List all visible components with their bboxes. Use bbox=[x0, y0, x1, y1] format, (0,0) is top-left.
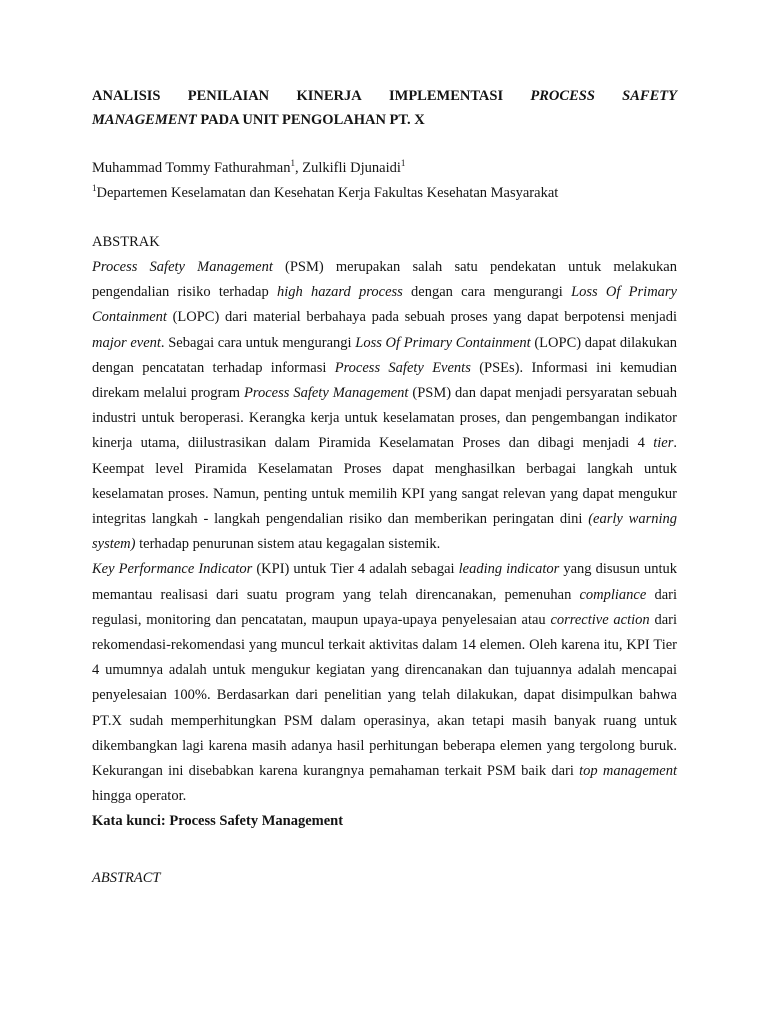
italic-text-run: Loss Of Primary Containment bbox=[92, 284, 677, 326]
text-run: (PSM) dan dapat menjadi persyaratan sebuah industri untuk beroperasi. Kerangka kerja untuk keselamatan proses, dan pengembangan indikator kinerja utama, diilustrasikan dalam Piramida Keselamatan Proses dan dibagi menjadi 4 bbox=[92, 385, 677, 452]
title-line-1 bbox=[92, 84, 677, 108]
text-run: (KPI) untuk Tier 4 adalah sebagai bbox=[252, 561, 459, 578]
affiliation bbox=[92, 180, 677, 206]
abstrak-heading: ABSTRAK bbox=[92, 234, 160, 250]
italic-text-run: top management bbox=[579, 763, 677, 780]
title-word: PENILAIAN bbox=[187, 88, 270, 104]
text-run: (LOPC) dapat dilakukan dengan pencatatan terhadap informasi bbox=[92, 334, 678, 376]
text-run: yang disusun untuk memantau realisasi dari suatu program yang telah direncanakan, pemenuhan bbox=[92, 561, 677, 603]
italic-text-run: leading indicator bbox=[458, 561, 560, 578]
keywords: Kata kunci: Process Safety Management bbox=[92, 813, 344, 830]
text-run: terhadap penurunan sistem atau kegagalan sistemik. bbox=[135, 536, 441, 553]
italic-text-run: corrective action bbox=[550, 611, 650, 628]
affiliation-text: Departemen Keselamatan dan Kesehatan Kerja Fakultas Kesehatan Masyarakat bbox=[96, 185, 559, 201]
text-run: dengan cara mengurangi bbox=[402, 284, 572, 301]
italic-text-run: compliance bbox=[579, 586, 647, 603]
italic-text-run: (early warning system) bbox=[92, 511, 677, 553]
text-run: (LOPC) dari material berbahaya pada sebuah proses yang dapat berpotensi menjadi bbox=[166, 309, 677, 326]
title-word: ANALISIS bbox=[92, 88, 161, 104]
title-word-italic: SAFETY bbox=[622, 88, 677, 104]
author-name: Zulkifli Djunaidi bbox=[302, 160, 401, 176]
text-run: (PSEs). Informasi ini kemudian direkam melalui program bbox=[92, 359, 677, 402]
author-separator: , bbox=[294, 160, 303, 176]
text-run: dari rekomendasi-rekomendasi yang muncul terkait aktivitas dalam 14 elemen. Oleh karena itu, KPI Tier 4 umumnya adalah untuk mengukur kegiatan yang direncanakan dan tujuannya adalah mencapai penyelesaian 100%. Berdasarkan dari penelitian yang telah dilakukan, dapat disimpulkan bahwa PT.X sudah memperhitungkan PSM dalam operasinya, akan tetapi masih banyak ruang untuk dikembangkan lagi karena masih adanya hasil perhitungan beberapa elemen yang tergolong buruk. Kekurangan ini disebabkan karena kurangnya pemahaman terkait PSM baik dari bbox=[92, 611, 677, 780]
title-rest: PADA UNIT PENGOLAHAN PT. X bbox=[196, 112, 425, 128]
title-word-italic: MANAGEMENT bbox=[92, 112, 197, 128]
italic-text-run: Process Safety Management bbox=[92, 259, 273, 275]
text-run: . Sebagai cara untuk mengurangi bbox=[160, 334, 356, 351]
italic-text-run: Process Safety Management bbox=[244, 385, 409, 402]
text-run: . Keempat level Piramida Keselamatan Proses dapat menghasilkan berbagai langkah untuk keselamatan proses. Namun, penting untuk memilih KPI yang sangat relevan yang dapat mengukur integritas langkah - langkah pengendalian risiko dan memberikan peringatan dini bbox=[92, 435, 677, 528]
title-line-2 bbox=[92, 108, 677, 132]
author-name: Muhammad Tommy Fathurahman bbox=[92, 160, 291, 176]
title-word: IMPLEMENTASI bbox=[388, 88, 504, 104]
title-word: KINERJA bbox=[296, 88, 362, 104]
italic-text-run: high hazard process bbox=[277, 284, 403, 301]
text-run: (PSM) merupakan salah satu pendekatan untuk melakukan pengendalian risiko terhadap bbox=[92, 259, 677, 301]
italic-text-run: major event bbox=[92, 334, 161, 351]
italic-text-run: Loss Of Primary Containment bbox=[355, 334, 531, 351]
affiliation-mark: 1 bbox=[92, 183, 97, 194]
abstract-heading: ABSTRACT bbox=[92, 870, 161, 887]
text-run: dari regulasi, monitoring dan pencatatan, maupun upaya-upaya penyelesaian atau bbox=[92, 586, 677, 628]
italic-text-run: Process Safety Events bbox=[334, 359, 471, 376]
author-affiliation-mark: 1 bbox=[400, 158, 406, 169]
abstract-paragraph-2 bbox=[92, 557, 677, 809]
title-word-italic: PROCESS bbox=[530, 88, 595, 104]
italic-text-run: tier bbox=[653, 435, 674, 452]
author-affiliation-mark: 1 bbox=[290, 158, 295, 169]
paper-title bbox=[92, 84, 677, 132]
text-run: hingga operator. bbox=[92, 788, 187, 805]
author-list bbox=[92, 156, 677, 180]
abstract-paragraph-1 bbox=[92, 255, 677, 557]
italic-text-run: Key Performance Indicator bbox=[92, 561, 253, 578]
